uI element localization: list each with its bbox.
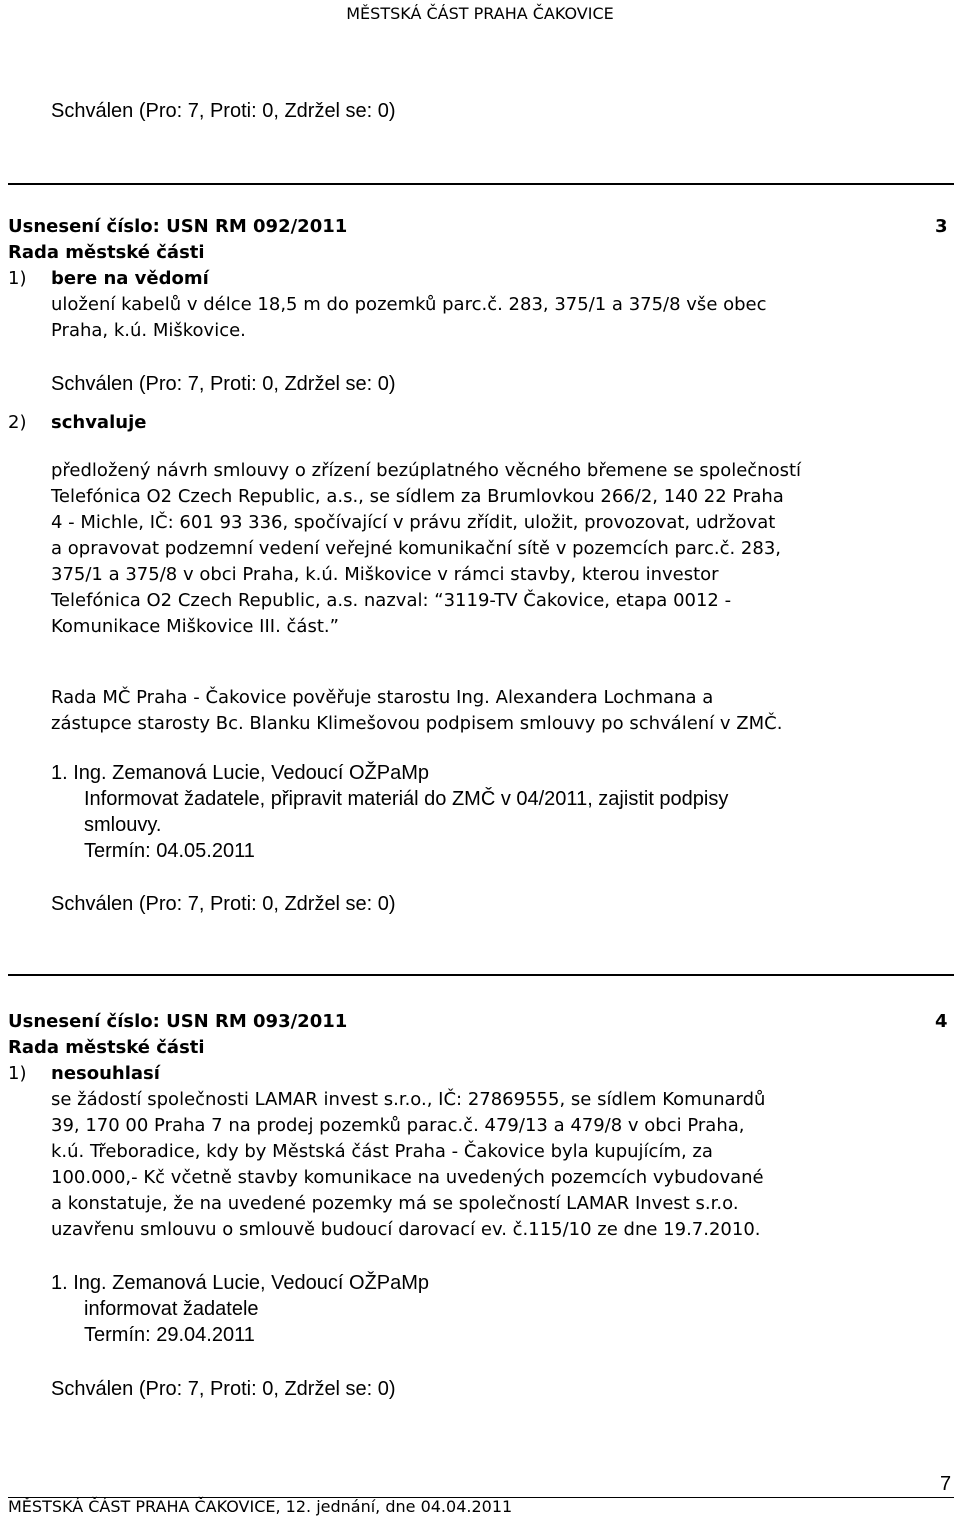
point-number: 1) <box>8 268 27 289</box>
point-text-line: Telefónica O2 Czech Republic, a.s. nazval: “3119-TV Čakovice, etapa 0012 - <box>51 590 732 611</box>
point-text-line: k.ú. Třeboradice, kdy by Městská část Praha - Čakovice byla kupujícím, za <box>51 1141 713 1162</box>
point-text-line: 100.000,- Kč včetně stavby komunikace na uvedených pozemcích vybudované <box>51 1167 764 1188</box>
task-deadline: Termín: 29.04.2011 <box>84 1324 255 1346</box>
point-text-line: uložení kabelů v délce 18,5 m do pozemků parc.č. 283, 375/1 a 375/8 vše obec <box>51 294 767 315</box>
page-footer: MĚSTSKÁ ČÁST PRAHA ČAKOVICE, 12. jednání, dne 04.04.2011 <box>8 1497 513 1516</box>
point-number: 1) <box>8 1063 27 1084</box>
resolution-number: 3 <box>935 216 948 237</box>
point-label: nesouhlasí <box>51 1063 160 1084</box>
point-label: bere na vědomí <box>51 268 209 289</box>
point-text-line: Telefónica O2 Czech Republic, a.s., se sídlem za Brumlovkou 266/2, 140 22 Praha <box>51 486 784 507</box>
authorization-line: zástupce starosty Bc. Blanku Klimešovou podpisem smlouvy po schválení v ZMČ. <box>51 713 783 734</box>
vote-result: Schválen (Pro: 7, Proti: 0, Zdržel se: 0) <box>51 1378 396 1400</box>
point-text-line: se žádostí společnosti LAMAR invest s.r.o., IČ: 27869555, se sídlem Komunardů <box>51 1089 766 1110</box>
task-assignee: 1. Ing. Zemanová Lucie, Vedoucí OŽPaMp <box>51 762 429 784</box>
page-header: MĚSTSKÁ ČÁST PRAHA ČAKOVICE <box>346 4 614 23</box>
vote-result: Schválen (Pro: 7, Proti: 0, Zdržel se: 0) <box>51 893 396 915</box>
point-text-line: Praha, k.ú. Miškovice. <box>51 320 246 341</box>
section-divider <box>8 974 954 976</box>
point-text-line: uzavřenu smlouvu o smlouvě budoucí darovací ev. č.115/10 ze dne 19.7.2010. <box>51 1219 761 1240</box>
resolution-number: 4 <box>935 1011 948 1032</box>
section-divider <box>8 183 954 185</box>
point-text-line: předložený návrh smlouvy o zřízení bezúplatného věcného břemene se společností <box>51 460 802 481</box>
page-number: 7 <box>940 1473 952 1495</box>
task-assignee: 1. Ing. Zemanová Lucie, Vedoucí OŽPaMp <box>51 1272 429 1294</box>
authorization-line: Rada MČ Praha - Čakovice pověřuje starostu Ing. Alexandera Lochmana a <box>51 687 714 708</box>
resolution-title: Usnesení číslo: USN RM 092/2011 <box>8 216 348 237</box>
task-text-line: Informovat žadatele, připravit materiál do ZMČ v 04/2011, zajistit podpisy <box>84 788 729 810</box>
point-number: 2) <box>8 412 27 433</box>
resolution-body: Rada městské části <box>8 242 205 263</box>
point-text-line: a opravovat podzemní vedení veřejné komunikační sítě v pozemcích parc.č. 283, <box>51 538 782 559</box>
point-text-line: Komunikace Miškovice III. část.” <box>51 616 339 637</box>
resolution-title: Usnesení číslo: USN RM 093/2011 <box>8 1011 348 1032</box>
point-text-line: 4 - Michle, IČ: 601 93 336, spočívající v právu zřídit, uložit, provozovat, udržovat <box>51 512 776 533</box>
point-label: schvaluje <box>51 412 147 433</box>
task-text-line: informovat žadatele <box>84 1298 259 1320</box>
task-deadline: Termín: 04.05.2011 <box>84 840 255 862</box>
resolution-body: Rada městské části <box>8 1037 205 1058</box>
point-text-line: a konstatuje, že na uvedené pozemky má se společností LAMAR Invest s.r.o. <box>51 1193 739 1214</box>
point-text-line: 39, 170 00 Praha 7 na prodej pozemků parac.č. 479/13 a 479/8 v obci Praha, <box>51 1115 745 1136</box>
vote-result: Schválen (Pro: 7, Proti: 0, Zdržel se: 0) <box>51 100 396 122</box>
vote-result: Schválen (Pro: 7, Proti: 0, Zdržel se: 0) <box>51 373 396 395</box>
point-text-line: 375/1 a 375/8 v obci Praha, k.ú. Miškovice v rámci stavby, kterou investor <box>51 564 719 585</box>
task-text-line: smlouvy. <box>84 814 162 836</box>
